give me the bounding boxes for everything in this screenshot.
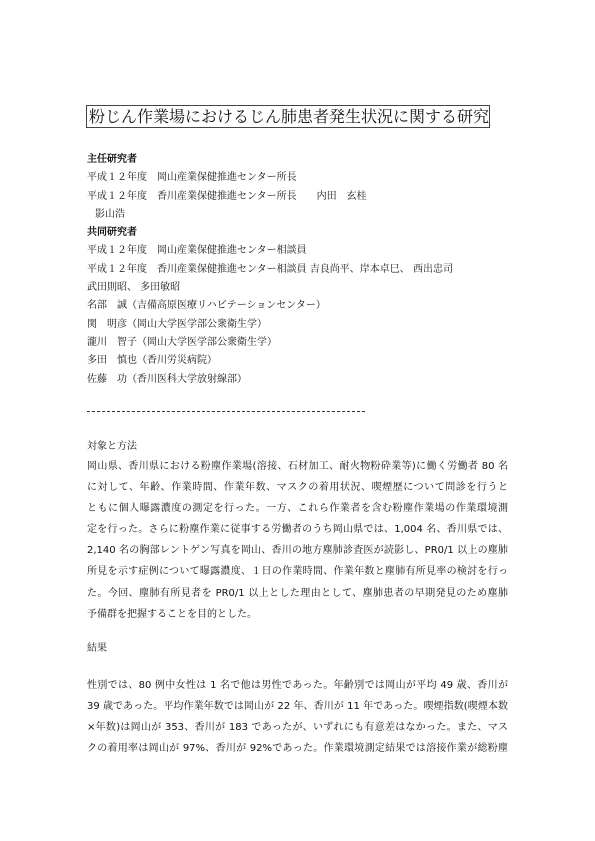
methods-heading: 対象と方法 <box>87 441 137 452</box>
co-investigator-line: 平成１２年度 岡山産業保健推進センター相談員 <box>87 245 307 257</box>
paragraph-line: 2,140 名の胸部レントゲン写真を岡山、香川の地方塵肺診査医が読影し、PR0/1 以上の塵肺 <box>87 545 508 557</box>
section-divider <box>87 411 365 412</box>
paragraph-line: 岡山県、香川県における粉塵作業場(溶接、石材加工、耐火物粉砕業等)に働く労働者 80 名 <box>87 461 508 472</box>
paragraph-line: クの着用率は岡山が 97%、香川が 92%であった。作業環境測定結果では溶接作業が総粉塵 <box>87 743 508 755</box>
results-paragraph <box>87 675 508 759</box>
paragraph-line: 所見を示す症例について曝露濃度、１日の作業時間、作業年数と塵肺有所見率の検討を行っ <box>87 566 508 578</box>
author-list <box>87 151 537 389</box>
paragraph-line: に対して、年齢、作業時間、作業年数、マスクの着用状況、喫煙歴について問診を行うと <box>87 482 508 494</box>
paragraph-line: た。今回、塵肺有所見者を PR0/1 以上とした理由として、塵肺患者の早期発見のため塵肺 <box>87 587 508 599</box>
principal-investigator-line: 影山浩 <box>95 208 125 220</box>
paragraph-line: ともに個人曝露濃度の測定を行った。一方、これら作業者を含む粉塵作業場の作業環境測 <box>87 503 508 515</box>
results-heading: 結果 <box>87 643 107 654</box>
co-investigator-heading: 共同研究者 <box>87 227 137 239</box>
methods-paragraph <box>87 456 508 625</box>
principal-investigator-line: 平成１２年度 岡山産業保健推進センター所長 <box>87 172 297 184</box>
principal-investigator-line: 平成１２年度 香川産業保健推進センター所長 内田 玄桂 <box>87 190 367 202</box>
document-title: 粉じん作業場におけるじん肺患者発生状況に関する研究 <box>86 105 490 128</box>
paragraph-line: 定を行った。さらに粉塵作業に従事する労働者のうち岡山県では、1,004 名、香川県では、 <box>87 524 508 536</box>
paragraph-line: ×年数)は岡山が 353、香川が 183 であったが、いずれにも有意差はなかった。また、マス <box>87 722 508 734</box>
co-investigator-line: 多田 慎也（香川労災病院） <box>87 355 217 367</box>
paragraph-line: 予備群を把握することを目的とした。 <box>87 608 257 620</box>
paragraph-line: 性別では、80 例中女性は 1 名で他は男性であった。年齢別では岡山が平均 49 歳、香川が <box>87 680 508 691</box>
co-investigator-line: 佐藤 功（香川医科大学放射線部） <box>87 373 247 385</box>
paragraph-line: 39 歳であった。平均作業年数では岡山が 22 年、香川が 11 年であった。喫煙指数(喫煙本数 <box>87 701 508 713</box>
co-investigator-line: 瀧川 智子（岡山大学医学部公衆衛生学） <box>87 336 277 348</box>
co-investigator-line: 関 明彦（岡山大学医学部公衆衛生学） <box>87 318 267 330</box>
co-investigator-line: 名部 誠（吉備高原医療リハビテーションセンター） <box>87 300 326 312</box>
principal-investigator-heading: 主任研究者 <box>87 154 137 165</box>
co-investigator-line: 平成１２年度 香川産業保健推進センター相談員 吉良尚平、岸本卓巳、 西出忠司 <box>87 263 453 275</box>
co-investigator-line: 武田則昭、 多田敏昭 <box>87 282 181 294</box>
